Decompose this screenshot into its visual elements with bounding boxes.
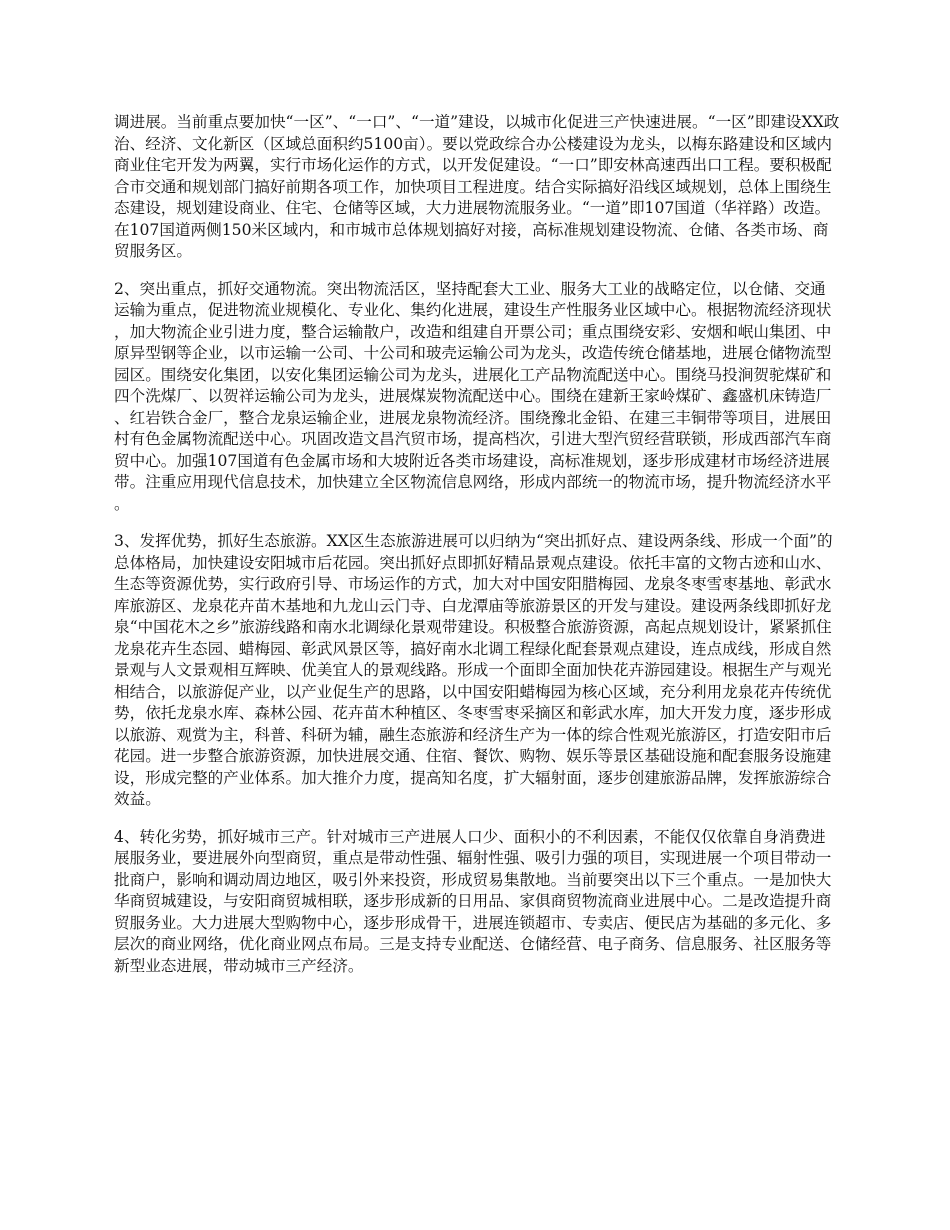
paragraph-eco-tourism: 3、发挥优势，抓好生态旅游。XX区生态旅游进展可以归纳为“突出抓好点、建设两条线、形成一个面”的总体格局，加快建设安阳城市后花园。突出抓好点即抓好精品景观点建设。依托丰富的文物古迹和山水、生态等资源优势，实行政府引导、市场运作的方式，加大对中国安阳腊梅园、龙泉冬枣雪枣基地、彰武水库旅游区、龙泉花卉苗木基地和九龙山云门寺、白龙潭庙等旅游景区的开发与建设。建设两条线即抓好龙泉“中国花木之乡”旅游线路和南水北调绿化景观带建设。积极整合旅游资源，高起点规划设计，紧紧抓住龙泉花卉生态园、蜡梅园、彰武风景区等，搞好南水北调工程绿化配套景观点建设，连点成线，形成自然景观与人文景观相互辉映、优美宜人的景观线路。形成一个面即全面加快花卉游园建设。根据生产与观光相结合，以旅游促产业，以产业促生产的思路，以中国安阳蜡梅园为核心区域，充分利用龙泉花卉传统优势，依托龙泉水库、森林公园、花卉苗木种植区、冬枣雪枣采摘区和彰武水库，加大开发力度，逐步形成以旅游、观赏为主，科普、科研为辅，融生态旅游和经济生产为一体的综合性观光旅游区，打造安阳市后花园。进一步整合旅游资源，加快进展交通、住宿、餐饮、购物、娱乐等景区基础设施和配套服务设施建设，形成完整的产业体系。加大推介力度，提高知名度，扩大辐射面，逐步创建旅游品牌，发挥旅游综合效益。: [114, 532, 833, 808]
paragraph-city-tertiary: 4、转化劣势，抓好城市三产。针对城市三产进展人口少、面积小的不利因素，不能仅仅依靠自身消费进展服务业，要进展外向型商贸，重点是带动性强、辐射性强、吸引力强的项目，实现进展一个项目带动一批商户，影响和调动周边地区，吸引外来投资，形成贸易集散地。当前要突出以下三个重点。一是加快大华商贸城建设，与安阳商贸城相联，逐步形成新的日用品、家俱商贸物流商业进展中心。二是改造提升商贸服务业。大力进展大型购物中心，逐步形成骨干，进展连锁超市、专卖店、便民店为基础的多元化、多层次的商业网络，优化商业网点布局。三是支持专业配送、仓储经营、电子商务、信息服务、社区服务等新型业态进展，带动城市三产经济。: [114, 827, 832, 975]
paragraph-intro: 调进展。当前重点要加快“一区”、“一口”、“一道”建设，以城市化促进三产快速进展。“一区”即建设XX政治、经济、文化新区（区域总面积约5100亩）。要以党政综合办公楼建设为龙头，以梅东路建设和区域内商业住宅开发为两翼，实行市场化运作的方式，以开发促建设。“一口”即安林高速西出口工程。要积极配合市交通和规划部门搞好前期各项工作，加快项目工程进度。结合实际搞好沿线区域规划，总体上围绕生态建设，规划建设商业、住宅、仓储等区域，大力进展物流服务业。“一道”即107国道（华祥路）改造。在107国道两侧150米区域内，和市城市总体规划搞好对接，高标准规划建设物流、仓储、各类市场、商贸服务区。: [114, 113, 840, 260]
document-body: [114, 112, 840, 993]
paragraph-transport-logistics: 2、突出重点，抓好交通物流。突出物流活区，坚持配套大工业、服务大工业的战略定位，以仓储、交通运输为重点，促进物流业规模化、专业化、集约化进展，建设生产性服务业区域中心。根据物流经济现状，加大物流企业引进力度，整合运输散户，改造和组建自开票公司；重点围绕安彩、安烟和岷山集团、中原异型钢等企业，以市运输一公司、十公司和玻壳运输公司为龙头，改造传统仓储基地，进展仓储物流型园区。围绕安化集团，以安化集团运输公司为龙头，进展化工产品物流配送中心。围绕马投涧贺驼煤矿和四个洗煤厂、以贺祥运输公司为龙头，进展煤炭物流配送中心。围绕在建新王家岭煤矿、鑫盛机床铸造厂、红岩铁合金厂，整合龙泉运输企业，进展龙泉物流经济。围绕豫北金铅、在建三丰铜带等项目，进展田村有色金属物流配送中心。巩固改造文昌汽贸市场，提高档次，引进大型汽贸经营联锁，形成西部汽车商贸中心。加强107国道有色金属市场和大坡附近各类市场建设，高标准规划，逐步形成建材市场经济进展带。注重应用现代信息技术，加快建立全区物流信息网络，形成内部统一的物流市场，提升物流经济水平。: [114, 279, 832, 513]
